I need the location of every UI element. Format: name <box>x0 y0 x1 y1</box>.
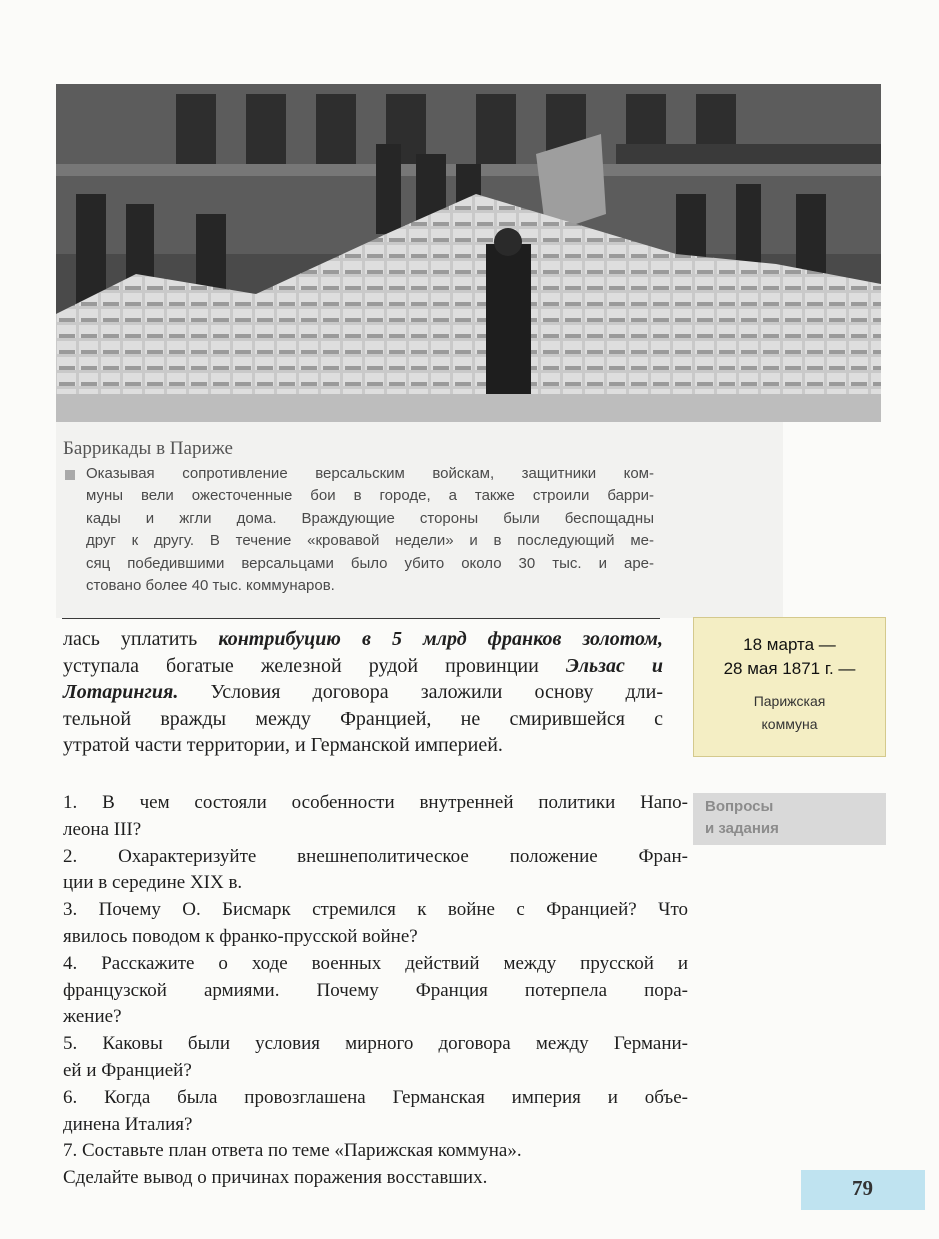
caption-text <box>86 463 654 597</box>
date-start: 18 марта — <box>743 635 836 654</box>
question-line: ей и Францией? <box>63 1059 192 1081</box>
text-line: тельной вражды между Францией, не смирившейся с <box>63 707 663 730</box>
questions-label <box>693 793 886 845</box>
question-line: 7. Составьте план ответа по теме «Парижская коммуна». <box>63 1140 522 1162</box>
question-line: 5. Каковы были условия мирного договора между Германи- <box>63 1033 688 1055</box>
caption-line: Оказывая сопротивление версальским войскам, защитники ком- <box>86 465 654 482</box>
question-line: 4. Расскажите о ходе военных действий между прусской и <box>63 952 688 974</box>
divider <box>62 618 660 619</box>
text-line: Лотарингия. Условия договора заложили основу дли- <box>63 681 663 703</box>
question-line: французской армиями. Почему Франция потерпела пора- <box>63 979 688 1001</box>
question-line: 3. Почему О. Бисмарк стремился к войне с Францией? Что <box>63 899 688 921</box>
question-line: динена Италия? <box>63 1113 193 1135</box>
emphasis: контрибуцию в 5 млрд франков золотом, <box>218 628 663 650</box>
date-sidebar-box <box>693 617 886 757</box>
text-line: лась уплатить контрибуцию в 5 млрд франков золотом, <box>63 628 663 650</box>
question-line: жение? <box>63 1006 122 1028</box>
event-name: коммуна <box>761 716 818 732</box>
question-line: 6. Когда была провозглашена Германская империя и объе- <box>63 1086 688 1108</box>
date-end: 28 мая 1871 г. — <box>723 659 856 678</box>
caption-line: сяц победившими версальцами было убито около 30 тыс. и аре- <box>86 554 654 572</box>
questions-label-line: и задания <box>705 820 779 837</box>
barricade-photo <box>56 84 881 422</box>
emphasis: Эльзас и <box>565 654 663 677</box>
questions-label-line: Вопросы <box>705 798 774 815</box>
question-line: ции в середине XIX в. <box>63 872 243 894</box>
page-number: 79 <box>852 1176 873 1200</box>
main-paragraph <box>63 626 663 759</box>
caption-line: стовано более 40 тыс. коммунаров. <box>86 577 335 595</box>
event-name: Парижская <box>753 693 826 709</box>
question-line: леона III? <box>63 818 142 840</box>
text-line: уступала богатые железной рудой провинции Эльзас и <box>63 654 663 677</box>
emphasis: Лотарингия. <box>63 681 179 703</box>
square-bullet-icon <box>65 470 75 480</box>
question-line: 1. В чем состояли особенности внутренней политики Напо- <box>63 792 688 813</box>
caption-line: друг к другу. В течение «кровавой недели» и в последующий ме- <box>86 532 654 550</box>
caption-line: кады и жгли дома. Враждующие стороны были беспощадны <box>86 509 654 527</box>
question-line: явилось поводом к франко-прусской войне? <box>63 925 418 947</box>
caption-title: Баррикады в Париже <box>63 438 233 459</box>
question-line: Сделайте вывод о причинах поражения восставших. <box>63 1167 488 1189</box>
text-line: утратой части территории, и Германской империей. <box>63 734 503 756</box>
questions-list <box>63 790 688 1192</box>
question-line: 2. Охарактеризуйте внешнеполитическое положение Фран- <box>63 845 688 867</box>
caption-line: муны вели ожесточенные бои в городе, а также строили барри- <box>86 487 654 505</box>
